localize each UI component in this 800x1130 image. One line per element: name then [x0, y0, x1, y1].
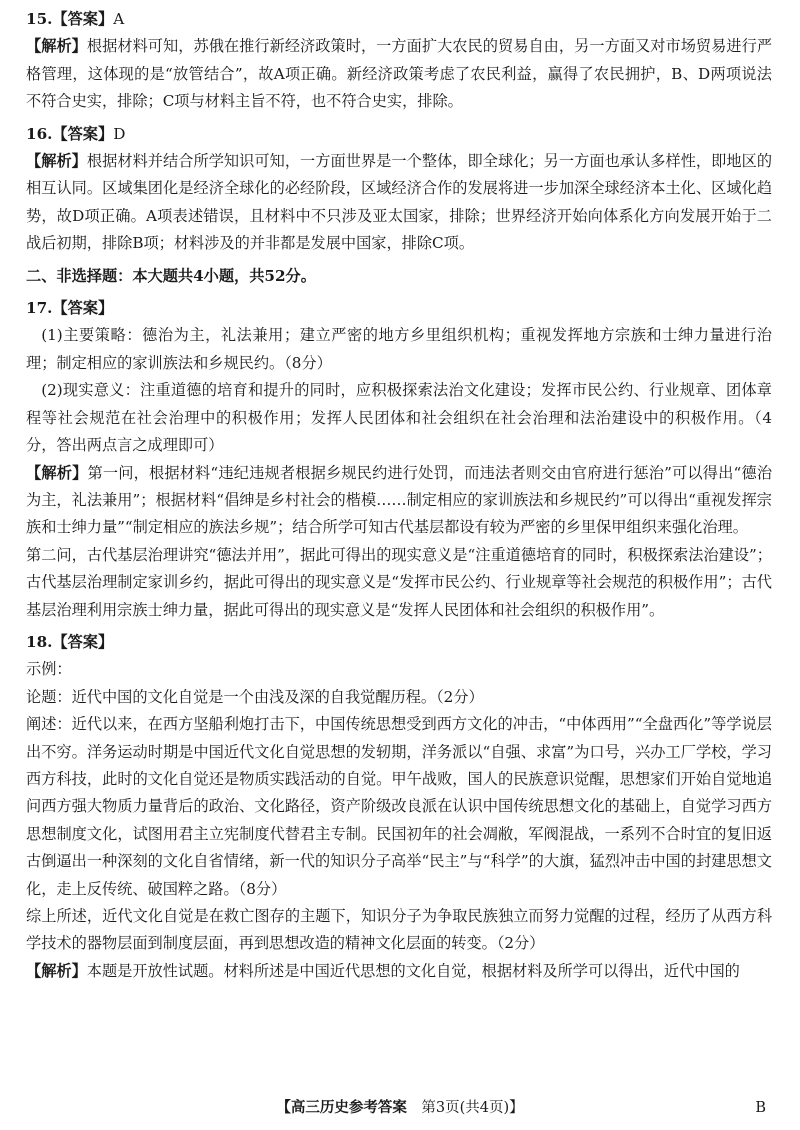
footer-page-number: 第3页(共4页)】 [421, 1100, 524, 1116]
q16-analysis-text: 根据材料并结合所学知识可知，一方面世界是一个整体，即全球化；另一方面也承认多样性，即地区的相互认同。区域集团化是经济全球化的必经阶段，区域经济合作的发展将进一步加深全球经济本土化、区域化趋势，故D项正确。A项表述错误，且材料中不只涉及亚太国家，排除；世界经济开始向体系化方向发展开始于二战后初期，排除B项；材料涉及的并非都是发展中国家，排除C项。 [26, 152, 773, 253]
q16-analysis-tag: 【解析】 [26, 152, 87, 171]
q16-label: 16.【答案】 [26, 124, 114, 143]
q18-thesis: 论题：近代中国的文化自觉是一个由浅及深的自我觉醒历程。（2分） [26, 687, 484, 706]
q18-example: 示例： [26, 660, 72, 679]
q16-analysis [26, 148, 772, 258]
q17-analysis-2: 第二问，古代基层治理讲究“德法并用”，据此可得出的现实意义是“注重道德培育的同时，积极探索法治建设”；古代基层治理制定家训乡约，据此可得出的现实意义是“发挥市民公约、行业规章等社会规范的积极作用”；古代基层治理利用宗族士绅力量，据此可得出的现实意义是“发挥人民团体和社会组织的积极作用”。 [26, 545, 772, 619]
q16-answer: D [113, 124, 126, 143]
q18-label: 18.【答案】 [26, 632, 114, 651]
q18-analysis-tag: 【解析】 [26, 961, 87, 980]
question-16 [26, 121, 772, 258]
q18-elaboration: 阐述：近代以来，在西方坚船利炮打击下，中国传统思想受到西方文化的冲击，“中体西用”“全盘西化”等学说层出不穷。洋务运动时期是中国近代文化自觉思想的发轫期，洋务派以“自强、求富”为口号，兴办工厂学校，学习西方科技，此时的文化自觉还是物质实践活动的自觉。甲午战败，国人的民族意识觉醒，思想家们开始自觉地追问西方强大物质力量背后的政治、文化路径，资产阶级改良派在认识中国传统思想文化的基础上，自觉学习西方思想制度文化，试图用君主立宪制度代替君主专制。民国初年的社会凋敝，军阀混战，一系列不合时宜的复旧返古倒逼出一种深刻的文化自省情绪，新一代的知识分子高举“民主”与“科学”的大旗，猛烈冲击中国的封建思想文化，走上反传统、破国粹之路。（8分） [26, 715, 772, 898]
question-17 [26, 295, 772, 624]
q16-answer-line [26, 121, 772, 148]
page-footer [0, 1098, 800, 1118]
q18-analysis [26, 958, 772, 985]
q17-answer-1: (1)主要策略：德治为主，礼法兼用；建立严密的地方乡里组织机构；重视发挥地方宗族和士绅力量进行治理；制定相应的家训族法和乡规民约。（8分） [26, 326, 772, 372]
q17-answer-2: (2)现实意义：注重道德的培育和提升的同时，应积极探索法治文化建设；发挥市民公约、行业规章、团体章程等社会规范在社会治理中的积极作用；发挥人民团体和社会组织在社会治理和法治建设中的积极作用。（4分，答出两点言之成理即可） [26, 381, 772, 455]
footer-title: 【高三历史参考答案 [276, 1099, 407, 1116]
q15-analysis-text: 根据材料可知，苏俄在推行新经济政策时，一方面扩大农民的贸易自由，另一方面又对市场贸易进行严格管理，这体现的是“放管结合”，故A项正确。新经济政策考虑了农民利益，赢得了农民拥护，B、D两项说法不符合史实，排除；C项与材料主旨不符，也不符合史实，排除。 [26, 37, 773, 111]
q17-analysis-tag: 【解析】 [26, 463, 88, 482]
q15-answer: A [113, 10, 125, 28]
q17-analysis-text: 第一问，根据材料“违纪违规者根据乡规民约进行处罚，而违法者则交由官府进行惩治”可以得出“德治为主，礼法兼用”；根据材料“倡绅是乡村社会的楷模……制定相应的家训族法和乡规民约”可以得出“重视发挥宗族和士绅力量”“制定相应的族法乡规”；结合所学可知古代基层都设有较为严密的乡里保甲组织来强化治理。 [26, 463, 773, 537]
q15-answer-line [26, 6, 772, 33]
q15-analysis-tag: 【解析】 [26, 37, 87, 56]
question-15 [26, 6, 772, 116]
q18-analysis-text: 本题是开放性试题。材料所述是中国近代思想的文化自觉，根据材料及所学可以得出，近代中国的 [86, 961, 740, 980]
section-2-heading: 二、非选择题：本大题共4小题，共52分。 [26, 266, 316, 285]
q17-analysis [26, 460, 772, 542]
q18-summary: 综上所述，近代文化自觉是在救亡图存的主题下，知识分子为争取民族独立而努力觉醒的过程，经历了从西方科学技术的器物层面到制度层面，再到思想改造的精神文化层面的转变。（2分） [26, 907, 772, 953]
q17-label: 17.【答案】 [26, 299, 114, 318]
q15-label: 15.【答案】 [26, 10, 114, 28]
question-18 [26, 629, 772, 985]
q15-analysis [26, 33, 772, 115]
page-content [26, 6, 772, 985]
version-label: B [755, 1100, 766, 1116]
